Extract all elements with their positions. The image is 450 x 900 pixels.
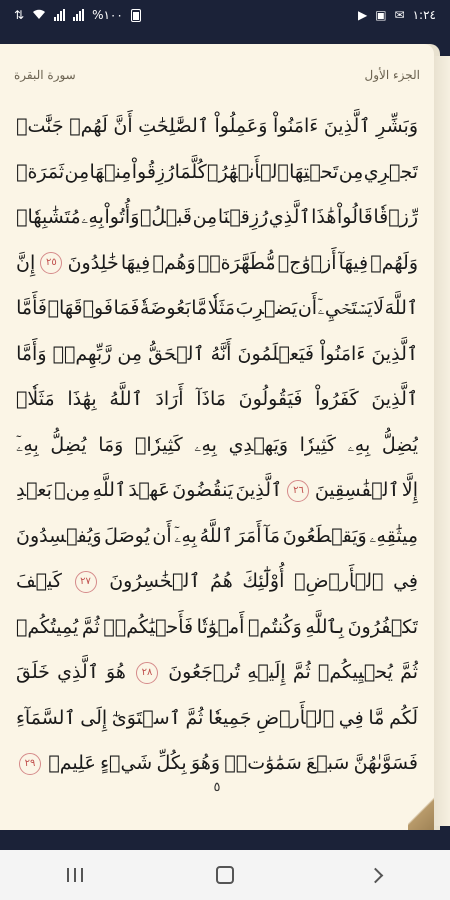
word[interactable]: عَلِيمٞ — [48, 752, 96, 774]
surah-name: سورة البقرة — [14, 68, 76, 82]
back-icon — [367, 867, 383, 883]
battery-percent: %١٠٠ — [92, 8, 123, 22]
word[interactable]: ٱلَّذِينَ — [323, 115, 371, 137]
word[interactable]: يَسۡتَحۡيِۦٓ — [317, 297, 373, 319]
word[interactable]: تُرۡجَعُونَ — [168, 661, 241, 683]
word[interactable]: ٱللَّهِ — [92, 479, 127, 501]
page-header — [14, 68, 420, 88]
word[interactable]: مِن — [338, 160, 364, 183]
page-curl[interactable] — [408, 796, 434, 830]
word[interactable]: ثَمَرَةٖ — [16, 160, 65, 183]
word[interactable]: أَنَّهُ — [210, 342, 232, 365]
word[interactable]: رُزِقُواْ — [131, 160, 175, 183]
word[interactable]: إِلَيۡهِ — [247, 661, 286, 683]
verse-line[interactable] — [16, 286, 418, 332]
word[interactable]: مَاذَآ — [196, 388, 226, 410]
word[interactable]: مِنۢ — [54, 479, 91, 501]
ayah-number-marker[interactable]: ٢٧ — [75, 571, 97, 593]
word[interactable]: ثُمَّ — [81, 615, 100, 638]
word[interactable]: تَحۡتِهَا — [289, 160, 339, 183]
verse-line[interactable] — [16, 241, 418, 287]
word[interactable]: أَزۡوَٰجٞ — [277, 251, 337, 274]
word[interactable]: ٱلَّذِينَ — [371, 342, 418, 365]
word[interactable]: ثُمَّ — [292, 661, 311, 683]
word[interactable]: ٱلۡخَٰسِرُونَ — [109, 570, 201, 592]
verse-line[interactable] — [16, 423, 418, 469]
word[interactable]: ٱلَّذِي — [57, 661, 99, 683]
verse-line[interactable] — [16, 650, 418, 696]
notification-icon: ▶ — [357, 8, 368, 22]
word[interactable]: إِلَّا — [401, 479, 418, 501]
word[interactable]: ٱللَّهُ — [199, 524, 233, 547]
word[interactable]: فَسَوَّىٰهُنَّ — [353, 752, 418, 774]
word[interactable]: مِنۡهَا — [89, 160, 132, 183]
home-button[interactable] — [195, 855, 255, 895]
verse-line[interactable] — [16, 696, 418, 742]
mushaf-page[interactable] — [0, 44, 434, 830]
word[interactable]: وَيُفۡسِدُونَ — [16, 524, 102, 547]
ayah-number-marker[interactable]: ٢٦ — [287, 480, 309, 502]
word[interactable]: يُضِلُّ — [381, 433, 418, 456]
word[interactable]: وَأُتُواْ — [104, 206, 140, 228]
verse-text[interactable] — [16, 104, 418, 787]
signal-icon — [54, 9, 65, 21]
word[interactable]: ثُمَّ — [400, 661, 418, 683]
battery-icon — [131, 9, 141, 22]
word[interactable]: وَمَا — [98, 433, 124, 456]
verse-line[interactable] — [16, 332, 418, 378]
word[interactable]: فَأَحۡيَٰكُمۡۖ — [103, 615, 194, 638]
word[interactable]: ٱلَّذِينَ — [235, 479, 283, 501]
word[interactable]: أَنَّ — [113, 115, 133, 137]
word[interactable]: كَفَرُواْ — [315, 388, 359, 410]
word[interactable]: رُزِقۡنَا — [217, 206, 269, 228]
word[interactable]: ٱلَّذِينَ — [371, 388, 418, 410]
word[interactable]: يُوصَلَ — [104, 524, 150, 547]
word[interactable]: فَيَقُولُونَ — [238, 388, 303, 410]
word[interactable]: أَن — [152, 524, 172, 547]
word[interactable]: كَثِيرٗاۚ — [134, 433, 183, 456]
word[interactable]: بِهِۦ — [347, 433, 371, 456]
word[interactable]: ٱلصَّٰلِحَٰتِ — [138, 115, 209, 137]
word[interactable]: إِلَى — [80, 706, 108, 729]
status-right — [358, 8, 436, 22]
word[interactable]: يُحۡيِيكُمۡ — [317, 661, 393, 683]
word[interactable]: يَضۡرِبَ — [235, 297, 298, 319]
word[interactable]: فَمَا — [113, 297, 140, 319]
word[interactable]: سَبۡعَ — [306, 752, 350, 774]
word[interactable]: بِهِۦٓ — [174, 524, 197, 547]
word[interactable]: لَهُمۡ — [69, 115, 108, 137]
verse-line[interactable] — [16, 559, 418, 605]
word[interactable]: ٱلۡأَرۡضِ — [256, 706, 335, 729]
word[interactable]: خَٰلِدُونَ — [67, 251, 119, 274]
word[interactable]: ءَامَنُواْ — [273, 115, 319, 137]
verse-line[interactable] — [16, 514, 418, 560]
word[interactable]: فَيَعۡلَمُونَ — [237, 342, 314, 365]
verse-line[interactable] — [16, 150, 418, 196]
verse-line[interactable] — [16, 104, 418, 150]
word[interactable]: وَيَهۡدِي — [228, 433, 289, 456]
word[interactable]: مَّا — [191, 297, 208, 319]
navigation-bar — [0, 850, 450, 900]
word[interactable]: وَأَمَّا — [16, 342, 47, 365]
word[interactable]: جَمِيعٗا — [208, 706, 252, 729]
word[interactable]: بِٱللَّهِ — [305, 615, 345, 638]
word[interactable]: لَا — [373, 297, 384, 319]
recents-button[interactable] — [45, 855, 105, 895]
word[interactable]: ءَامَنُواْ — [320, 342, 366, 365]
word[interactable]: خَلَقَ — [16, 661, 50, 683]
word[interactable]: كَيۡفَ — [16, 570, 62, 592]
word[interactable]: بِكُلِّ — [156, 752, 187, 774]
word[interactable]: وَيَقۡطَعُونَ — [282, 524, 367, 547]
recents-icon — [67, 868, 83, 882]
word[interactable]: رِّزۡقٗا — [373, 206, 418, 228]
ayah-number-marker[interactable]: ٢٨ — [136, 662, 158, 684]
word[interactable]: تَجۡرِي — [363, 160, 418, 183]
page-edge — [434, 56, 450, 826]
word[interactable]: وَكُنتُمۡ — [248, 615, 302, 638]
word[interactable]: أَمَرَ — [235, 524, 262, 547]
word[interactable]: مِن — [64, 160, 90, 183]
word[interactable]: كُلَّمَا — [174, 160, 207, 183]
ayah-number-marker[interactable]: ٢٩ — [19, 753, 41, 775]
word[interactable]: جَنَّٰتٖ — [16, 115, 64, 137]
word[interactable]: وَلَهُمۡ — [370, 251, 418, 274]
word[interactable]: مَثَلٗاۘ — [16, 388, 55, 410]
status-left — [14, 8, 141, 22]
word[interactable]: مُتَشَٰبِهٗاۖ — [16, 206, 81, 228]
wifi-icon — [32, 8, 46, 22]
word[interactable]: أَرَادَ — [155, 388, 184, 410]
word[interactable]: أَن — [297, 297, 318, 319]
word[interactable]: ٱلۡفَٰسِقِينَ — [314, 479, 400, 501]
word[interactable]: هُمُ — [210, 570, 233, 592]
word[interactable]: مِن — [117, 342, 143, 365]
word[interactable]: وَهُمۡ — [152, 251, 196, 274]
word[interactable]: فَوۡقَهَاۚ — [47, 297, 113, 319]
word[interactable]: يُضِلُّ — [50, 433, 87, 456]
signal-2-icon — [73, 9, 84, 21]
word[interactable]: بِهِۦ — [194, 433, 217, 456]
word[interactable]: وَهُوَ — [191, 752, 221, 774]
word[interactable]: يَنقُضُونَ — [172, 479, 234, 501]
word[interactable]: مَّا — [368, 706, 385, 729]
word[interactable]: ٱللَّهُ — [109, 388, 143, 410]
page-number: ٥ — [213, 780, 221, 795]
word[interactable]: مِيثَٰقِهِۦ — [369, 524, 418, 547]
word[interactable]: وَبَشِّرِ — [376, 115, 418, 137]
word[interactable]: فِي — [393, 570, 418, 592]
clock: ١:٢٤ — [412, 8, 436, 22]
word[interactable]: ثُمَّ — [185, 706, 204, 729]
word[interactable]: ٱلَّذِي — [268, 206, 311, 228]
juz-name: الجزء الأول — [364, 68, 420, 82]
verse-line[interactable] — [16, 377, 418, 423]
word[interactable]: مِن — [192, 206, 218, 228]
back-button[interactable] — [345, 855, 405, 895]
word[interactable]: مَثَلٗا — [207, 297, 236, 319]
word[interactable]: بَعۡدِ — [16, 479, 52, 501]
data-arrows-icon: ⇅ — [14, 8, 25, 22]
word[interactable]: بِهِۦ — [81, 206, 104, 228]
word[interactable]: ٱلسَّمَآءِ — [16, 706, 76, 729]
word[interactable]: لَكُم — [389, 706, 418, 729]
word[interactable]: هُوَ — [106, 661, 126, 683]
word[interactable]: فِيهَآ — [338, 251, 369, 274]
ayah-number-marker[interactable]: ٢٥ — [40, 252, 62, 274]
word[interactable]: فِيهَا — [120, 251, 151, 274]
verse-line[interactable] — [16, 605, 418, 651]
word[interactable]: يُمِيتُكُمۡ — [16, 615, 79, 638]
gallery-icon: ▣ — [375, 8, 387, 22]
home-icon — [216, 866, 234, 884]
word[interactable]: سَمَٰوَٰتٖۚ — [224, 752, 302, 774]
word[interactable]: وَعَمِلُواْ — [214, 115, 268, 137]
word[interactable]: بَعُوضَةٗ — [140, 297, 191, 319]
word[interactable]: هَٰذَا — [311, 206, 337, 228]
word[interactable]: أَمۡوَٰتٗا — [196, 615, 245, 638]
word[interactable]: بِهِۦٓ — [16, 433, 39, 456]
word[interactable]: قَالُواْ — [337, 206, 373, 228]
word[interactable]: ٱسۡتَوَىٰٓ — [111, 706, 181, 729]
word[interactable]: أُوْلَٰٓئِكَ — [242, 570, 285, 592]
word[interactable]: ٱلۡأَنۡهَٰرُۖ — [207, 160, 289, 183]
verse-line[interactable] — [16, 195, 418, 241]
word[interactable]: ٱلۡأَرۡضِۚ — [294, 570, 384, 592]
word[interactable]: مَآ — [264, 524, 281, 547]
word[interactable]: إِنَّ — [16, 251, 36, 274]
word[interactable]: رَّبِّهِمۡۖ — [52, 342, 112, 365]
status-bar — [0, 0, 450, 30]
message-icon: ✉ — [394, 8, 405, 22]
word[interactable]: شَيۡءٍ — [100, 752, 153, 774]
word[interactable]: فَأَمَّا — [16, 297, 47, 319]
word[interactable]: كَثِيرٗا — [299, 433, 336, 456]
word[interactable]: فِي — [338, 706, 364, 729]
word[interactable]: ٱلۡحَقُّ — [148, 342, 205, 365]
word[interactable]: تَكۡفُرُونَ — [347, 615, 418, 638]
verse-line[interactable] — [16, 468, 418, 514]
word[interactable]: ٱللَّهَ — [384, 297, 418, 319]
word[interactable]: بِهَٰذَا — [67, 388, 97, 410]
word[interactable]: مُّطَهَّرَةٞۖ — [197, 251, 276, 274]
word[interactable]: عَهۡدَ — [128, 479, 170, 501]
word[interactable]: قَبۡلُۖ — [139, 206, 192, 228]
